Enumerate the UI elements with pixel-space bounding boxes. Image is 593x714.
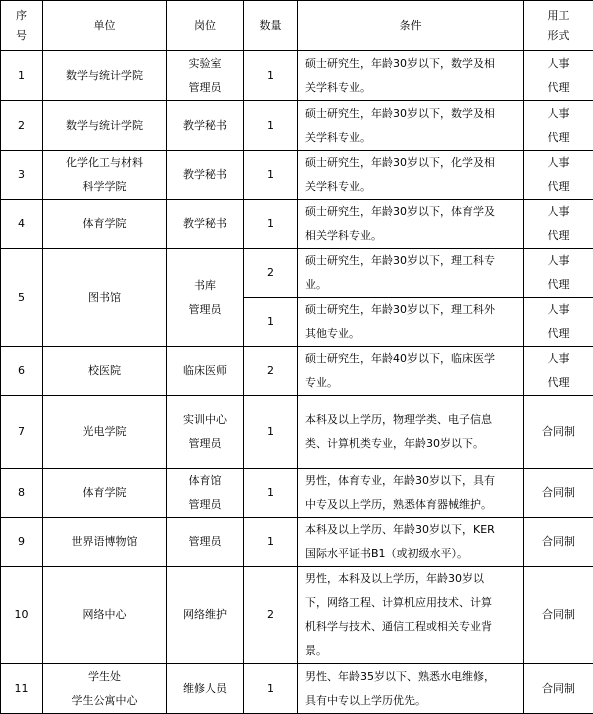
cell-condition: 硕士研究生，年龄30岁以下，体育学及 相关学科专业。 bbox=[298, 200, 524, 249]
cell-post: 教学秘书 bbox=[167, 101, 244, 151]
cell-unit: 光电学院 bbox=[43, 396, 167, 469]
cell-seq: 4 bbox=[1, 200, 43, 249]
cell-count: 2 bbox=[244, 249, 298, 298]
table-row bbox=[1, 664, 593, 714]
cell-unit: 体育学院 bbox=[43, 469, 167, 518]
cell-unit: 数学与统计学院 bbox=[43, 101, 167, 151]
table-row bbox=[1, 518, 593, 567]
cell-seq: 11 bbox=[1, 664, 43, 714]
cell-count: 1 bbox=[244, 664, 298, 714]
cell-unit: 化学化工与材料 科学学院 bbox=[43, 151, 167, 200]
table-row bbox=[1, 200, 593, 249]
cell-condition: 硕士研究生，年龄30岁以下，理工科专 业。 bbox=[298, 249, 524, 298]
cell-condition: 硕士研究生，年龄30岁以下，数学及相 关学科专业。 bbox=[298, 51, 524, 101]
cell-condition: 硕士研究生，年龄30岁以下，理工科外 其他专业。 bbox=[298, 298, 524, 347]
cell-seq: 8 bbox=[1, 469, 43, 518]
cell-employment: 人事 代理 bbox=[524, 151, 593, 200]
cell-unit: 数学与统计学院 bbox=[43, 51, 167, 101]
cell-count: 1 bbox=[244, 151, 298, 200]
cell-employment: 合同制 bbox=[524, 664, 593, 714]
cell-unit: 网络中心 bbox=[43, 567, 167, 664]
header-count: 数量 bbox=[244, 1, 298, 51]
table-row bbox=[1, 567, 593, 664]
cell-unit: 体育学院 bbox=[43, 200, 167, 249]
cell-post: 网络维护 bbox=[167, 567, 244, 664]
cell-unit: 学生处 学生公寓中心 bbox=[43, 664, 167, 714]
header-unit: 单位 bbox=[43, 1, 167, 51]
header-employment: 用工 形式 bbox=[524, 1, 593, 51]
cell-condition: 本科及以上学历，物理学类、电子信息 类、计算机类专业，年龄30岁以下。 bbox=[298, 396, 524, 469]
cell-unit: 校医院 bbox=[43, 347, 167, 396]
cell-count: 1 bbox=[244, 518, 298, 567]
cell-employment: 人事 代理 bbox=[524, 200, 593, 249]
cell-employment: 人事 代理 bbox=[524, 101, 593, 151]
cell-unit: 图书馆 bbox=[43, 249, 167, 347]
table-row bbox=[1, 151, 593, 200]
cell-condition: 男性、年龄35岁以下、熟悉水电维修， 具有中专以上学历优先。 bbox=[298, 664, 524, 714]
cell-condition: 硕士研究生，年龄40岁以下，临床医学 专业。 bbox=[298, 347, 524, 396]
cell-post: 体育馆 管理员 bbox=[167, 469, 244, 518]
cell-count: 1 bbox=[244, 469, 298, 518]
header-post: 岗位 bbox=[167, 1, 244, 51]
cell-count: 2 bbox=[244, 567, 298, 664]
cell-count: 1 bbox=[244, 51, 298, 101]
table-row bbox=[1, 101, 593, 151]
table-row bbox=[1, 347, 593, 396]
table-row bbox=[1, 396, 593, 469]
cell-post: 管理员 bbox=[167, 518, 244, 567]
cell-employment: 合同制 bbox=[524, 469, 593, 518]
cell-unit: 世界语博物馆 bbox=[43, 518, 167, 567]
cell-seq: 9 bbox=[1, 518, 43, 567]
cell-post: 教学秘书 bbox=[167, 200, 244, 249]
cell-count: 1 bbox=[244, 396, 298, 469]
header-condition: 条件 bbox=[298, 1, 524, 51]
cell-post: 实验室 管理员 bbox=[167, 51, 244, 101]
cell-post: 书库 管理员 bbox=[167, 249, 244, 347]
cell-condition: 本科及以上学历、年龄30岁以下，KER 国际水平证书B1（或初级水平）。 bbox=[298, 518, 524, 567]
cell-employment: 合同制 bbox=[524, 518, 593, 567]
cell-post: 实训中心 管理员 bbox=[167, 396, 244, 469]
cell-employment: 人事 代理 bbox=[524, 51, 593, 101]
cell-condition: 男性，体育专业，年龄30岁以下，具有 中专及以上学历，熟悉体育器械维护。 bbox=[298, 469, 524, 518]
cell-post: 临床医师 bbox=[167, 347, 244, 396]
cell-seq: 3 bbox=[1, 151, 43, 200]
cell-count: 1 bbox=[244, 101, 298, 151]
cell-seq: 2 bbox=[1, 101, 43, 151]
cell-count: 1 bbox=[244, 200, 298, 249]
cell-employment: 合同制 bbox=[524, 396, 593, 469]
cell-condition: 硕士研究生，年龄30岁以下，数学及相 关学科专业。 bbox=[298, 101, 524, 151]
cell-condition: 男性，本科及以上学历，年龄30岁以 下，网络工程、计算机应用技术、计算 机科学与技术、通信工程或相关专业背 景。 bbox=[298, 567, 524, 664]
cell-seq: 6 bbox=[1, 347, 43, 396]
table-row bbox=[1, 51, 593, 101]
cell-seq: 7 bbox=[1, 396, 43, 469]
cell-seq: 1 bbox=[1, 51, 43, 101]
header-seq: 序 号 bbox=[1, 1, 43, 51]
cell-employment: 合同制 bbox=[524, 567, 593, 664]
cell-seq: 5 bbox=[1, 249, 43, 347]
cell-post: 教学秘书 bbox=[167, 151, 244, 200]
cell-count: 2 bbox=[244, 347, 298, 396]
header-row bbox=[1, 1, 593, 51]
cell-employment: 人事 代理 bbox=[524, 298, 593, 347]
cell-seq: 10 bbox=[1, 567, 43, 664]
table-row bbox=[1, 249, 593, 298]
cell-employment: 人事 代理 bbox=[524, 347, 593, 396]
cell-condition: 硕士研究生，年龄30岁以下，化学及相 关学科专业。 bbox=[298, 151, 524, 200]
cell-count: 1 bbox=[244, 298, 298, 347]
table-row bbox=[1, 469, 593, 518]
cell-employment: 人事 代理 bbox=[524, 249, 593, 298]
cell-post: 维修人员 bbox=[167, 664, 244, 714]
